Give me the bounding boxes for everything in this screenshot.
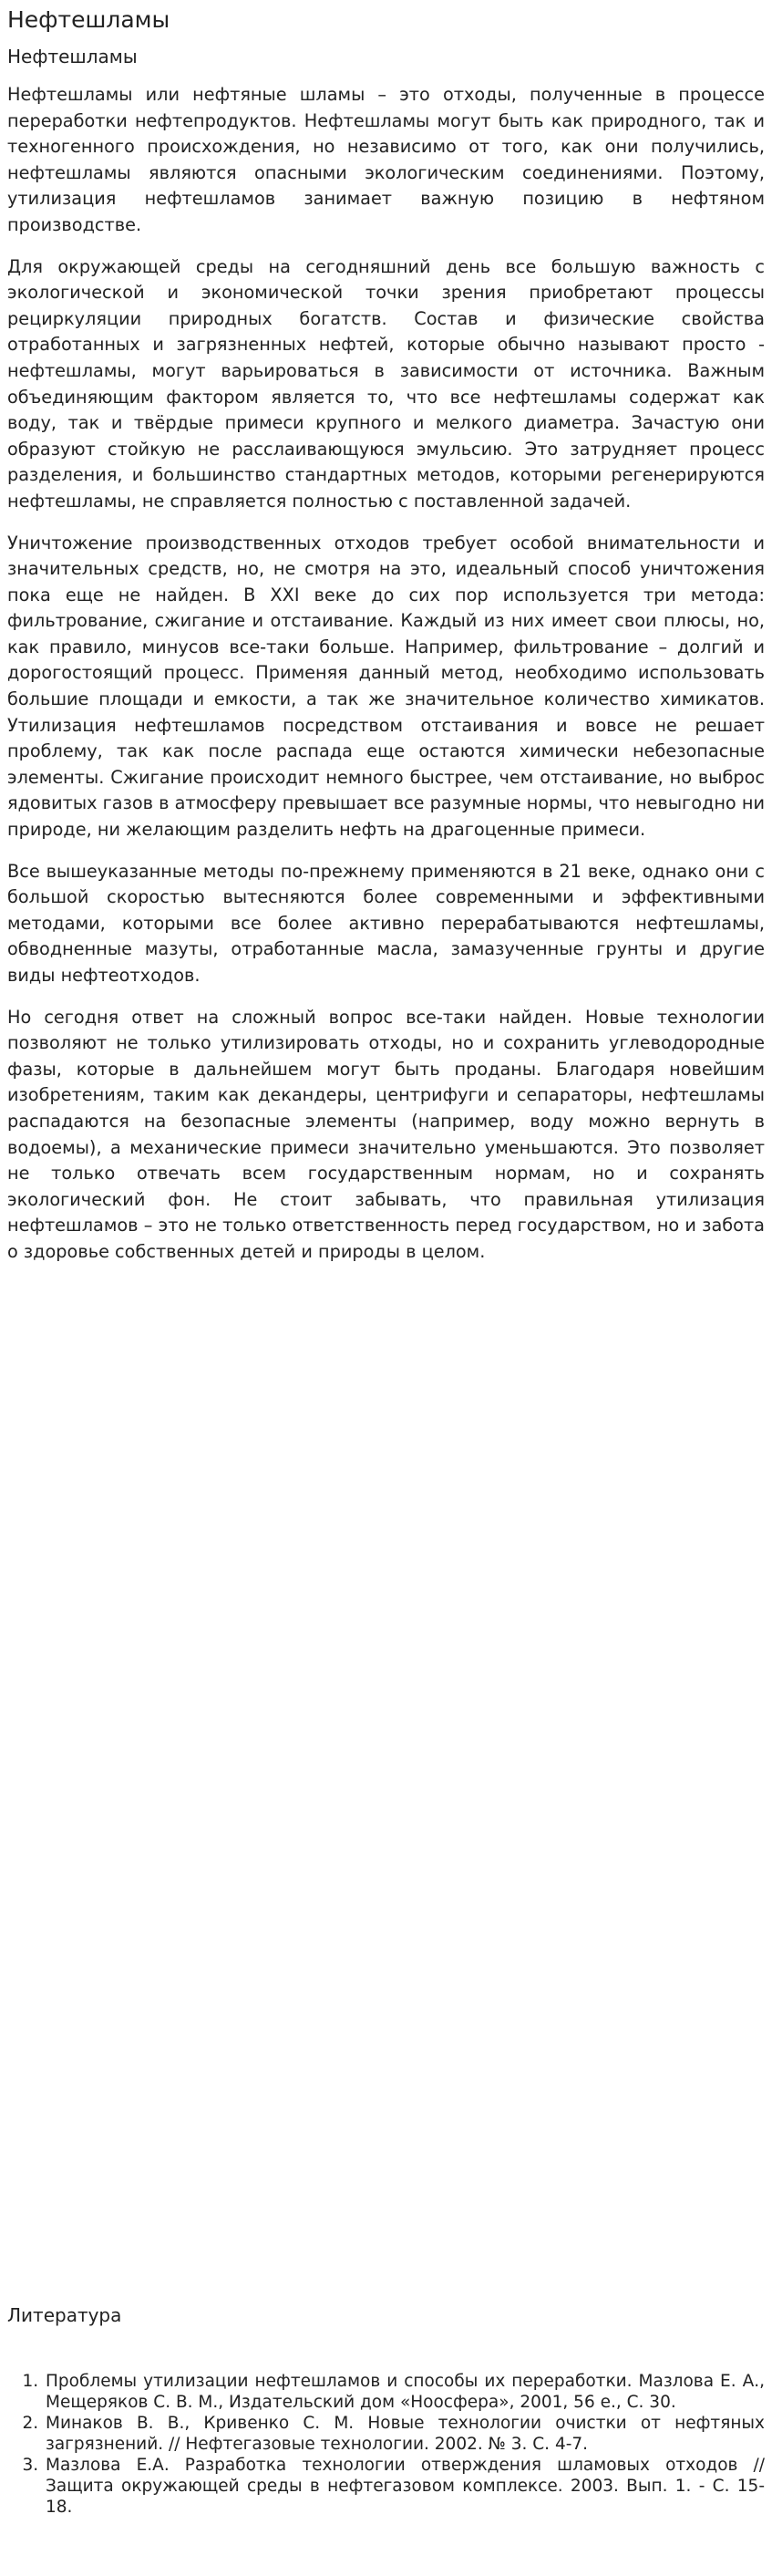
article-subtitle: Нефтешламы bbox=[7, 46, 138, 67]
paragraph-2: Для окружающей среды на сегодняшний день все большую важность с экологической и экономической точки зрения приобретают процессы рециркуляции природных богатств. Состав и физические свойства отработанных и загрязненных нефтей, которые обычно называют просто - нефтешламы, могут варьироваться в зависимости от источника. Важным объединяющим фактором является то, что все нефтешламы содержат как воду, так и твёрдые примеси крупного и мелкого диаметра. Зачастую они образуют стойкую не расслаивающуюся эмульсию. Это затрудняет процесс разделения, и большинство стандартных методов, которыми регенерируются нефтешламы, не справляется полностью с поставленной задачей. bbox=[7, 255, 765, 512]
paragraph-3: Уничтожение производственных отходов требует особой внимательности и значительных средств, но, не смотря на это, идеальный способ уничтожения пока еще не найден. В XXI веке до сих пор используется три метода: фильтрование, сжигание и отстаивание. Каждый из них имеет свои плюсы, но, как правило, минусов все-таки больше. Например, фильтрование – долгий и дорогостоящий процесс. Применяя данный метод, необходимо использовать большие площади и емкости, а так же значительное количество химикатов. Утилизация нефтешламов посредством отстаивания и вовсе не решает проблему, так как после распада еще остаются химически небезопасные элементы. Сжигание происходит немного быстрее, чем отстаивание, но выброс ядовитых газов в атмосферу превышает все разумные нормы, что невыгодно ни природе, ни желающим разделить нефть на драгоценные примеси. bbox=[7, 532, 765, 841]
page-title: Нефтешламы bbox=[7, 6, 170, 33]
paragraph-4: Все вышеуказанные методы по-прежнему применяются в 21 веке, однако они с большой скоростью вытесняются более современными и эффективными методами, которыми все более активно перерабатываются нефтешламы, обводненные мазуты, отработанные масла, замазученные грунты и другие виды нефтеотходов. bbox=[7, 860, 765, 986]
article-body bbox=[7, 82, 765, 1266]
paragraph-1: Нефтешламы или нефтяные шламы – это отходы, полученные в процессе переработки нефтепродуктов. Нефтешламы могут быть как природного, так и техногенного происхождения, но независимо от того, как они получились, нефтешламы являются опасными экологическим соединениями. Поэтому, утилизация нефтешламов занимает важную позицию в нефтяном производстве. bbox=[7, 84, 765, 235]
reference-item-3: 3. Мазлова Е.А. Разработка технологии отверждения шламовых отходов // Защита окружающей среды в нефтегазовом комплексе. 2003. Вып. 1. - С. 15-18. bbox=[44, 2455, 765, 2518]
references-heading: Литература bbox=[7, 2304, 122, 2326]
paragraph-5: Но сегодня ответ на сложный вопрос все-таки найден. Новые технологии позволяют не только утилизировать отходы, но и сохранить углеводородные фазы, которые в дальнейшем могут быть проданы. Благодаря новейшим изобретениям, таким как декандеры, центрифуги и сепараторы, нефтешламы распадаются на безопасные элементы (например, воду можно вернуть в водоемы), а механические примеси значительно уменьшаются. Это позволяет не только отвечать всем государственным нормам, но и сохранять экологический фон. Не стоит забывать, что правильная утилизация нефтешламов – это не только ответственность перед государством, но и забота о здоровье собственных детей и природы в целом. bbox=[7, 1006, 765, 1262]
reference-item-1: 1. Проблемы утилизации нефтешламов и способы их переработки. Мазлова Е. А., Мещеряков С. В. М., Издательский дом «Ноосфера», 2001, 56 е., С. 30. bbox=[44, 2371, 765, 2413]
references-list bbox=[7, 2371, 765, 2518]
reference-item-2: 2. Минаков В. В., Кривенко С. М. Новые технологии очистки от нефтяных загрязнений. // Нефтегазовые технологии. 2002. № 3. С. 4-7. bbox=[44, 2413, 765, 2455]
